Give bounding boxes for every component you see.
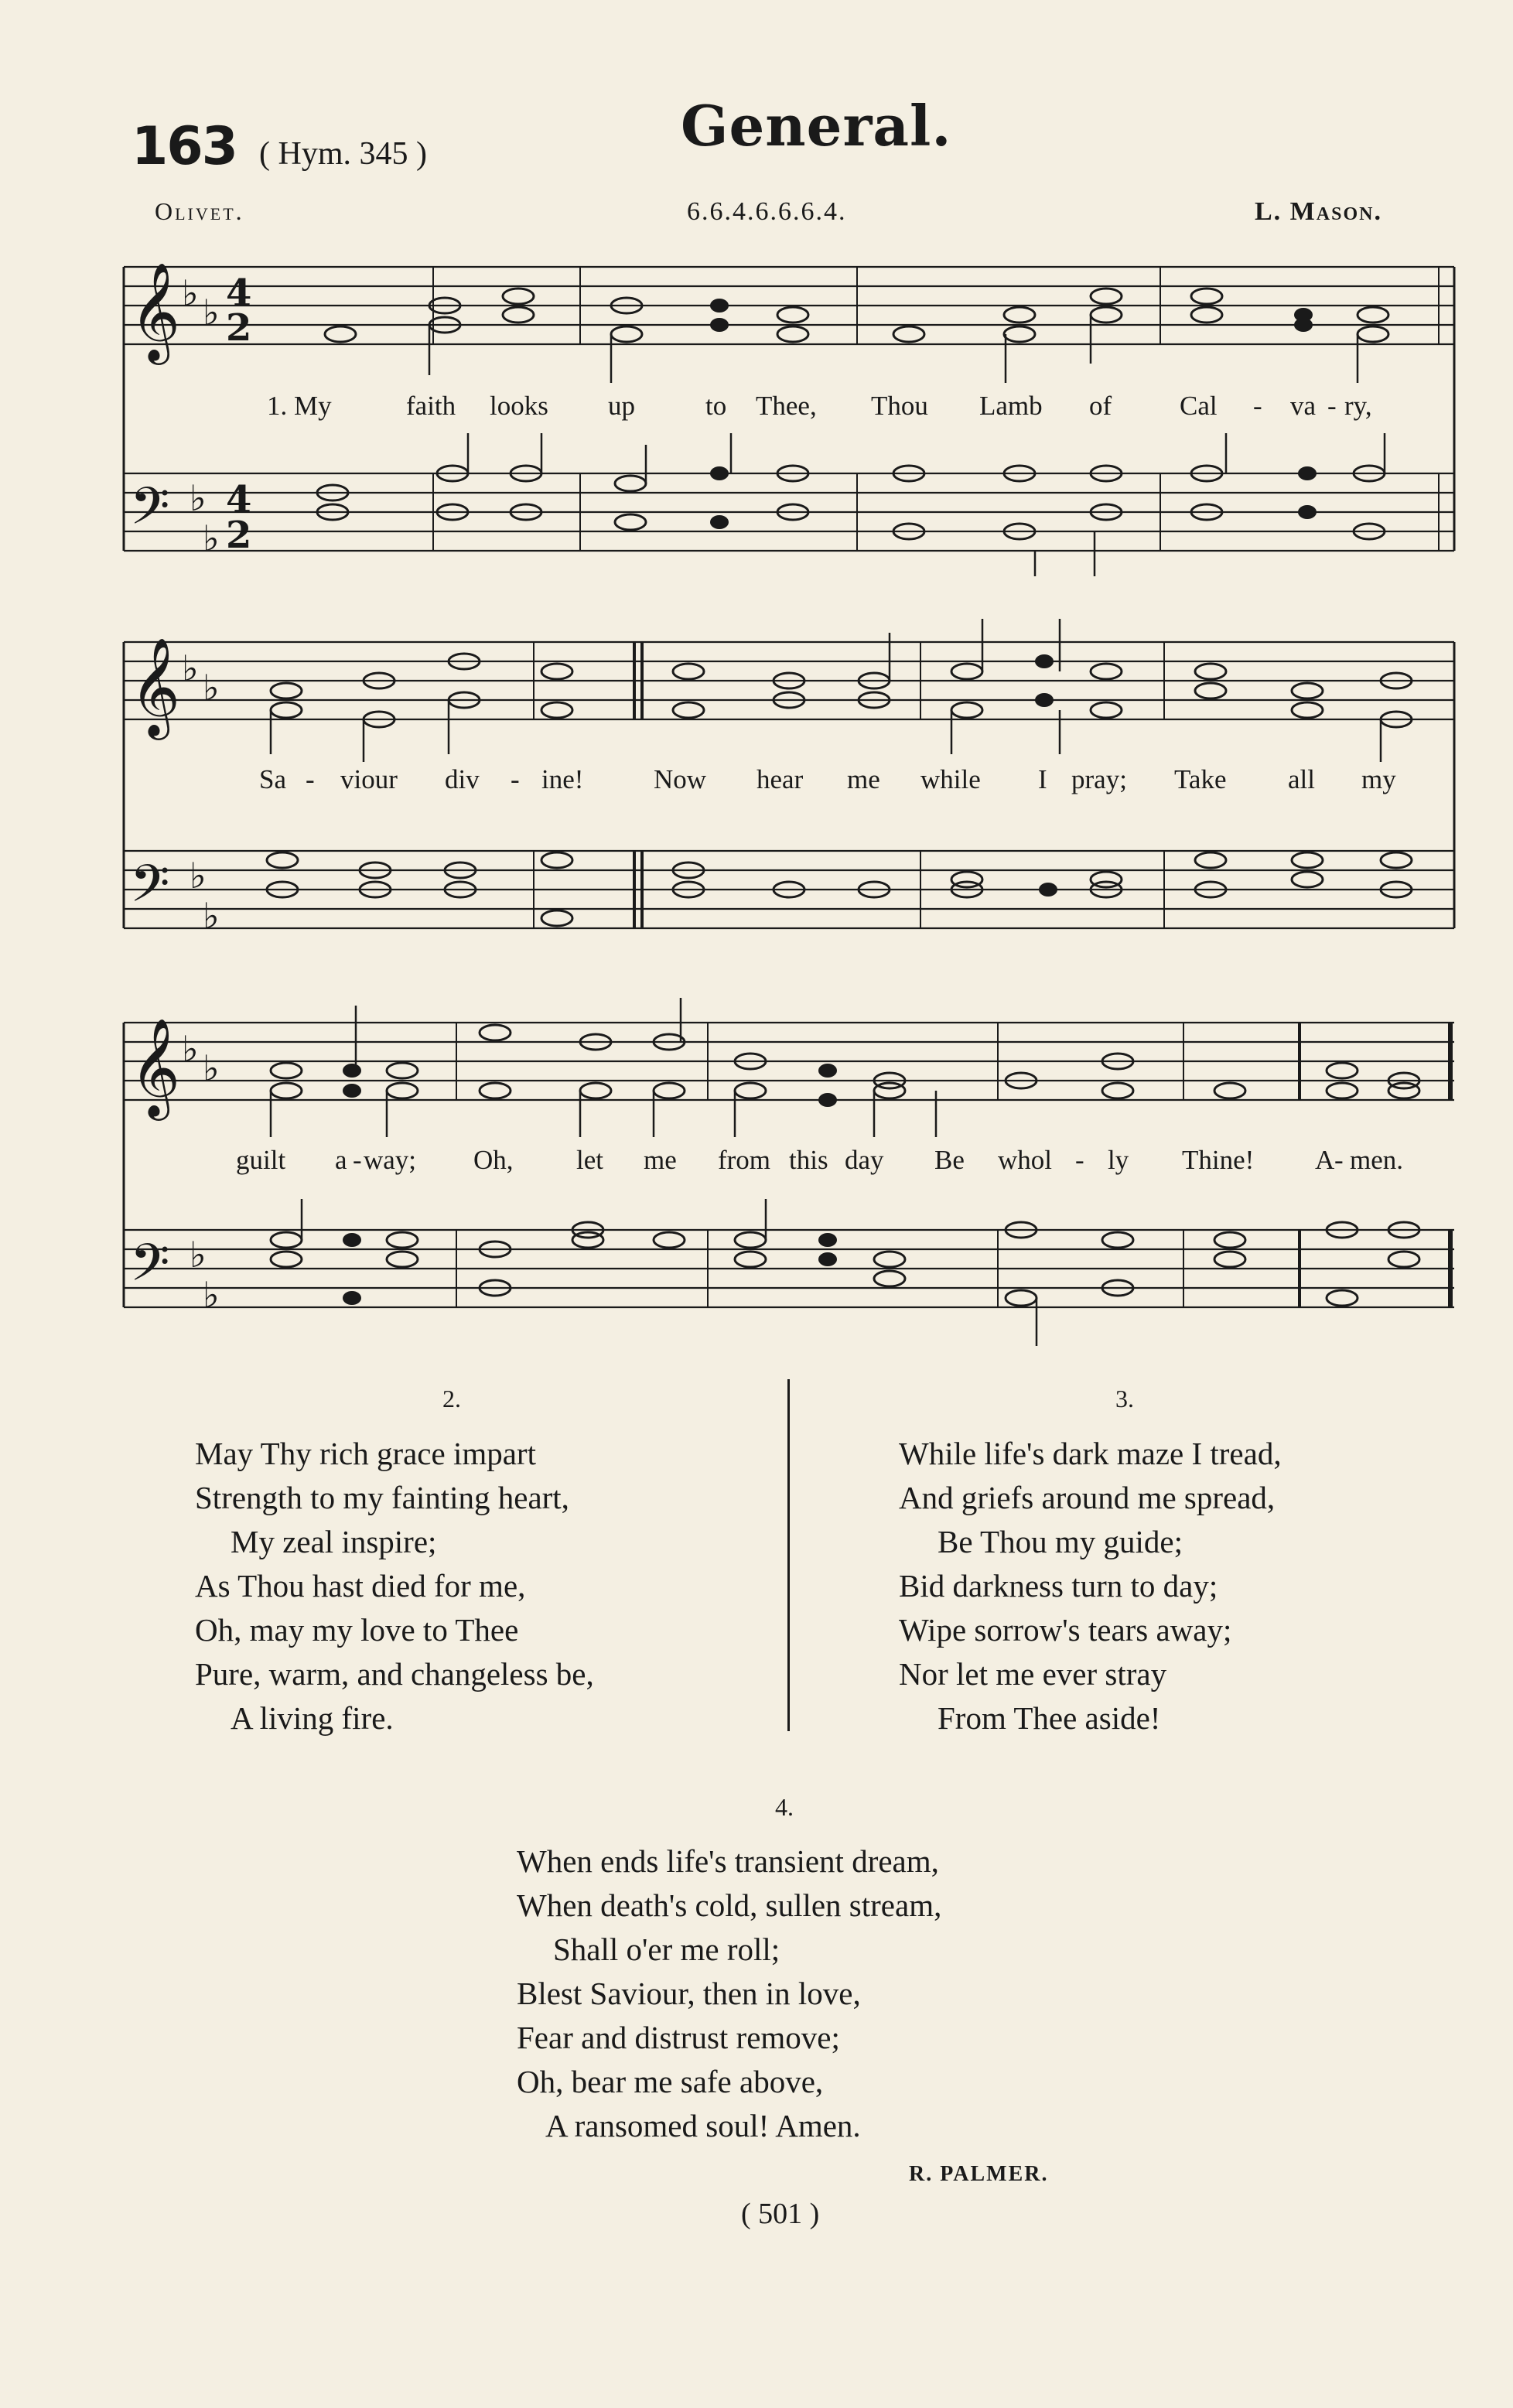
verse-line: My zeal inspire; (231, 1524, 437, 1559)
lyric-syllable: day (845, 1145, 884, 1175)
svg-text:♭: ♭ (190, 855, 207, 897)
verse-line: From Thee aside! (938, 1700, 1161, 1736)
lyric-hyphen: - (1253, 391, 1262, 421)
lyric-syllable: guilt (236, 1145, 286, 1175)
lyric-hyphen: - (1334, 1145, 1344, 1175)
lyric-syllable: Thee, (756, 391, 817, 421)
lyric-syllable: up (608, 391, 635, 421)
svg-text:𝄞: 𝄞 (130, 261, 181, 360)
verse-line: Bid darkness turn to day; (899, 1568, 1218, 1604)
verse-line: Blest Saviour, then in love, (517, 1976, 861, 2011)
staff-treble-3 (124, 1023, 1454, 1100)
lyric-syllable: Thou (871, 391, 928, 421)
verse-line: And griefs around me spread, (899, 1480, 1276, 1515)
lyric-syllable: a (335, 1145, 347, 1175)
lyric-syllable: I (1038, 764, 1047, 794)
lyric-hyphen: - (511, 764, 520, 794)
lyric-syllable: this (789, 1145, 828, 1175)
verse-line: As Thou hast died for me, (195, 1568, 526, 1604)
svg-text:𝄢: 𝄢 (130, 854, 170, 926)
svg-text:𝄢: 𝄢 (130, 1233, 170, 1305)
svg-text:♭: ♭ (182, 272, 199, 314)
lyric-hyphen: - (353, 1145, 362, 1175)
verse-line: Oh, bear me safe above, (517, 2064, 824, 2099)
svg-text:♭: ♭ (203, 517, 220, 559)
page-number: ( 501 ) (741, 2198, 820, 2230)
lyric-syllable: to (705, 391, 727, 421)
lyric-syllable: div (445, 764, 480, 794)
staff-treble-1 (124, 267, 1454, 344)
hymn-number: 163 (131, 116, 237, 177)
verse-line: May Thy rich grace impart (195, 1436, 536, 1471)
author: R. PALMER. (909, 2162, 1049, 2186)
lyric-syllable: while (920, 764, 981, 794)
lyric-syllable: ine! (541, 764, 584, 794)
lyric-syllable: Oh, (473, 1145, 514, 1175)
lyric-syllable: Sa (259, 764, 286, 794)
section-title: General. (681, 93, 952, 159)
verse-line: Strength to my fainting heart, (195, 1480, 569, 1515)
verse-line: Be Thou my guide; (938, 1524, 1183, 1559)
lyric-hyphen: - (306, 764, 315, 794)
svg-text:4: 4 (226, 478, 252, 521)
verse-line: Wipe sorrow's tears away; (899, 1612, 1232, 1648)
svg-text:𝄞: 𝄞 (130, 637, 181, 736)
verse-line: Nor let me ever stray (899, 1656, 1167, 1692)
svg-text:♭: ♭ (182, 647, 199, 689)
lyric-syllable: whol (998, 1145, 1052, 1175)
lyric-syllable: Lamb (979, 391, 1043, 421)
verse-number: 4. (775, 1793, 794, 1821)
verse-divider (787, 1379, 790, 1731)
lyric-hyphen: - (1327, 391, 1337, 421)
verse-line: Pure, warm, and changeless be, (195, 1656, 594, 1692)
lyric-syllable: ly (1108, 1145, 1129, 1175)
verse-line: Fear and distrust remove; (517, 2020, 840, 2055)
staff-bass-2 (124, 851, 1454, 928)
lyric-syllable: me (847, 764, 880, 794)
lyric-syllable: Thine! (1182, 1145, 1255, 1175)
verse-line: A living fire. (231, 1700, 394, 1736)
lyric-syllable: hear (756, 764, 804, 794)
verse-line: A ransomed soul! Amen. (545, 2108, 861, 2143)
verse-line: Shall o'er me roll; (553, 1932, 780, 1967)
verse-line: Oh, may my love to Thee (195, 1612, 519, 1648)
svg-text:4: 4 (226, 272, 252, 315)
staff-bass-1 (124, 473, 1454, 551)
verse-line: When death's cold, sullen stream, (517, 1887, 942, 1923)
lyric-syllable: let (576, 1145, 603, 1175)
lyric-syllable: pray; (1071, 764, 1127, 794)
svg-text:♭: ♭ (190, 1234, 207, 1276)
svg-text:♭: ♭ (182, 1028, 199, 1070)
lyric-syllable: A (1315, 1145, 1335, 1175)
svg-text:2: 2 (226, 514, 252, 557)
svg-text:♭: ♭ (203, 667, 220, 709)
lyric-hyphen: - (1075, 1145, 1084, 1175)
lyric-syllable: ry, (1344, 391, 1372, 421)
lyric-syllable: all (1288, 764, 1315, 794)
lyric-syllable: Be (934, 1145, 965, 1175)
verse-number: 3. (1115, 1385, 1134, 1412)
lyric-syllable: Cal (1180, 391, 1218, 421)
lyric-syllable: Now (654, 764, 707, 794)
tune-name: Olivet. (155, 197, 244, 225)
svg-text:♭: ♭ (190, 477, 207, 519)
composer: L. Mason. (1255, 197, 1382, 226)
lyric-syllable: Take (1174, 764, 1227, 794)
svg-text:𝄞: 𝄞 (130, 1017, 181, 1116)
lyric-syllable: viour (340, 764, 398, 794)
lyric-syllable: looks (490, 391, 548, 421)
lyric-syllable: of (1089, 391, 1112, 421)
lyric-syllable: faith (406, 391, 456, 421)
verse-line: When ends life's transient dream, (517, 1843, 939, 1879)
verse-line: While life's dark maze I tread, (899, 1436, 1282, 1471)
svg-text:♭: ♭ (203, 895, 220, 937)
lyric-syllable: from (718, 1145, 771, 1175)
hymn-reference: ( Hym. 345 ) (259, 136, 427, 172)
lyric-syllable: me (644, 1145, 677, 1175)
lyric-syllable: va (1290, 391, 1317, 421)
meter: 6.6.4.6.6.6.4. (687, 197, 847, 226)
lyric-syllable: way; (364, 1145, 417, 1175)
staff-bass-3 (124, 1230, 1454, 1307)
lyric-syllable: 1. My (267, 391, 332, 421)
svg-text:2: 2 (226, 306, 252, 350)
svg-text:♭: ♭ (203, 292, 220, 333)
svg-text:♭: ♭ (203, 1274, 220, 1316)
lyric-syllable: my (1361, 764, 1396, 794)
verse-number: 2. (442, 1385, 461, 1412)
svg-text:♭: ♭ (203, 1047, 220, 1089)
lyric-syllable: men. (1350, 1145, 1404, 1175)
svg-text:𝄢: 𝄢 (130, 476, 170, 548)
